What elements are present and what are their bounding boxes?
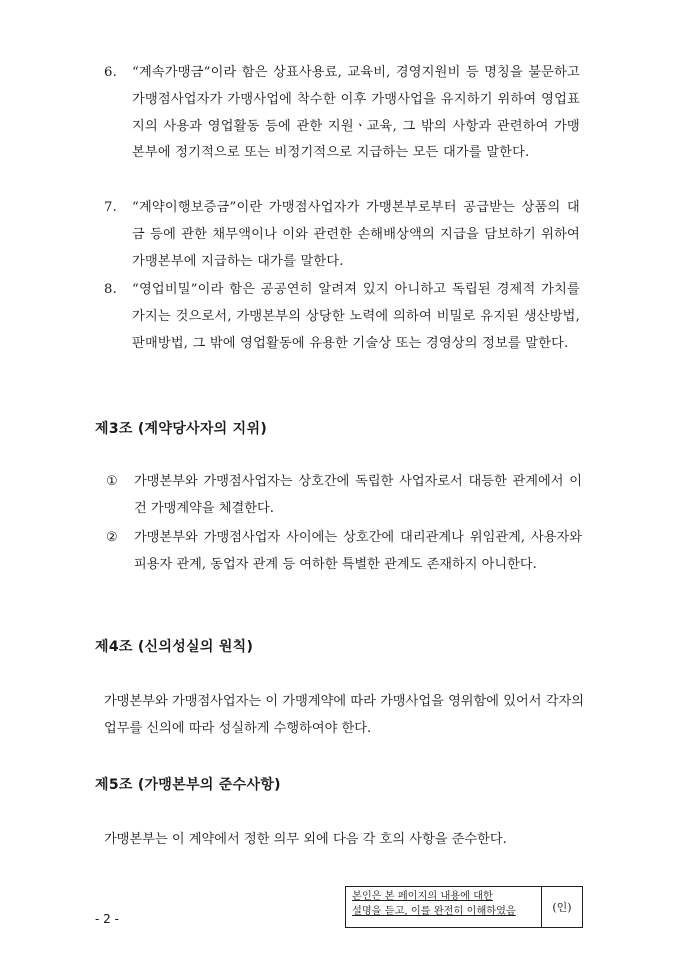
article-3-heading: 제3조 (계약당사자의 지위) (95, 421, 268, 437)
item-text: “영업비밀”이라 함은 공공연히 알려져 있지 아니하고 독립된 경제적 가치를 가지는 것으로서, 가맹본부의 상당한 노력에 의하여 비밀로 유지된 생산방법, 판매방법, 그 밖에 영업활동에 유용한 기술상 또는 경영상의 정보를 말한다. (132, 282, 580, 351)
item-text: “계속가맹금”이라 함은 상표사용료, 교육비, 경영지원비 등 명칭을 불문하고 가맹점사업자가 가맹사업에 착수한 이후 가맹사업을 유지하기 위하여 영업표지의 사용과 영업활동 등에 관한 지원ㆍ교육, 그 밖의 사항과 관련하여 가맹본부에 정기적으로 또는 비정기적으로 지급하는 모든 대가를 말한다. (132, 65, 580, 161)
confirmation-text (346, 887, 542, 927)
article-4-heading: 제4조 (신의성실의 원칙) (95, 639, 254, 655)
definition-item-7 (104, 195, 580, 275)
item-number: 8. (104, 282, 117, 297)
page-number: - 2 - (95, 912, 119, 926)
article-5-text: 가맹본부는 이 계약에서 정한 의무 외에 다음 각 호의 사항을 준수한다. (104, 832, 507, 847)
definition-item-8 (104, 277, 580, 357)
item-text: “계약이행보증금”이란 가맹점사업자가 가맹본부로부터 공급받는 상품의 대금 등에 관한 채무액이나 이와 관련한 손해배상액의 지급을 담보하기 위하여 가맹본부에 지급하는 대가를 말한다. (132, 200, 580, 269)
definition-item-6 (104, 60, 580, 167)
item-number: 7. (104, 200, 117, 215)
confirmation-box (345, 886, 583, 928)
clause-text: 가맹본부와 가맹점사업자는 상호간에 독립한 사업자로서 대등한 관계에서 이 건 가맹계약을 체결한다. (134, 474, 582, 516)
confirmation-line-2: 설명을 듣고, 이를 완전히 이해하였음 (352, 906, 516, 917)
item-number: 6. (104, 65, 117, 80)
article-5-heading: 제5조 (가맹본부의 준수사항) (95, 777, 281, 793)
seal-field[interactable]: (인) (552, 901, 572, 914)
confirmation-line-1: 본인은 본 페이지의 내용에 대한 (352, 891, 493, 902)
clause-number: ② (106, 530, 118, 545)
article-3-clause-2 (106, 524, 582, 578)
article-4-text: 가맹본부와 가맹점사업자는 이 가맹계약에 따라 가맹사업을 영위함에 있어서 각자의 업무를 신의에 따라 성실하게 수행하여야 한다. (104, 694, 584, 736)
clause-number: ① (106, 474, 118, 489)
article-3-clause-1 (106, 468, 582, 522)
clause-text: 가맹본부와 가맹점사업자 사이에는 상호간에 대리관계나 위임관계, 사용자와 피용자 관계, 동업자 관계 등 여하한 특별한 관계도 존재하지 아니한다. (134, 530, 582, 572)
